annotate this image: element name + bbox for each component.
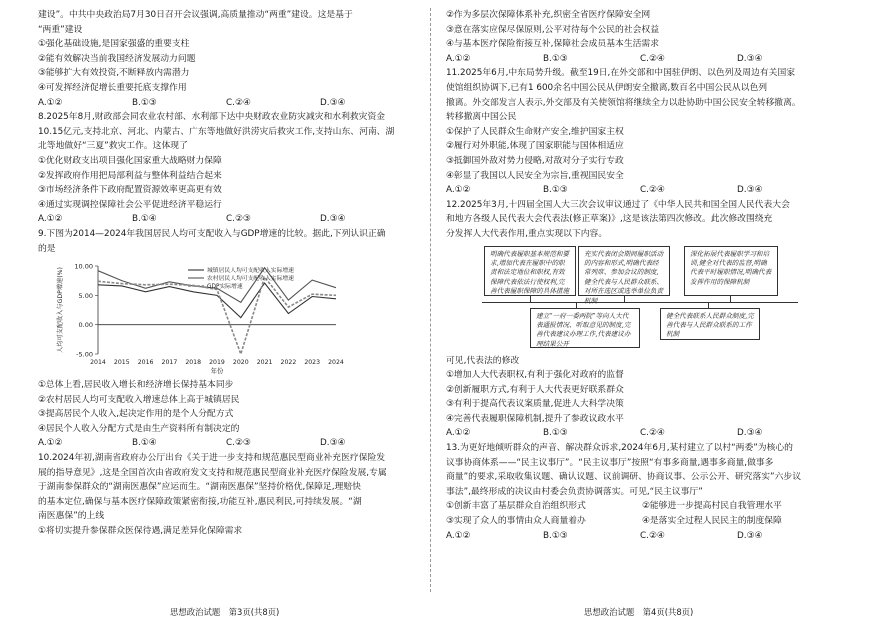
choice-b[interactable]: B.①③	[543, 428, 568, 439]
question-12-stem: 可见,代表法的修改	[446, 355, 520, 366]
question-12-line: 分发挥人大代表作用,重点实现以下内容。	[446, 228, 608, 239]
option: ①创新丰富了基层群众自治组织形式	[446, 501, 586, 512]
choice-c[interactable]: C.②④	[640, 53, 665, 64]
choice-a[interactable]: A.①②	[38, 438, 63, 449]
y-tick-label: -5.00	[76, 350, 93, 359]
y-tick-label: 10.00	[74, 262, 93, 271]
option: ③抵御国外敌对势力侵略,对敌对分子实行专政	[446, 155, 624, 166]
x-tick-label: 2015	[113, 359, 130, 367]
choice-d[interactable]: D.③④	[737, 530, 763, 541]
legend-label: 农村居民人均可支配收入实际增速	[207, 276, 294, 283]
option: ①保护了人民群众生命财产安全,维护国家主权	[446, 126, 624, 137]
question-13-line: 商量”的要求,采取收集议题、确认议题、议前调研、协商议事、公示公开、研究落实”六步议	[446, 472, 801, 483]
law-revision-diagram	[446, 244, 836, 352]
option: ④居民个人收入分配方式是由生产资料所有制决定的	[38, 423, 240, 434]
connector	[624, 296, 625, 302]
y-tick-label: 0.00	[78, 321, 93, 330]
question-8-line: 8.2025年8月,财政部会同农业农村部、水利部下达中央财政农业防灾减灾和水利救灾资金	[38, 112, 386, 123]
x-tick-label: 2023	[304, 359, 321, 367]
option: ②发挥政府作用把局部利益与整体利益结合起来	[38, 170, 222, 181]
question-9-line: 9.下图为2014—2024年我国居民人均可支配收入与GDP增速的比较。据此,下列认识正确	[38, 228, 386, 239]
choice-b[interactable]: B.①③	[543, 185, 568, 196]
choice-b[interactable]: B.①③	[543, 53, 568, 64]
choice-c[interactable]: C.②③	[226, 438, 251, 449]
right-column	[446, 8, 836, 543]
answer-choices	[38, 212, 416, 227]
question-11-line: 使馆组织协调下,已有1 600余名中国公民从伊朗安全撤离,数百名中国公民从以色列	[446, 82, 768, 93]
option: ④彰显了我国以人民安全为宗旨,重视国民安全	[446, 170, 624, 181]
question-13-line: 事法”,最终形成的决议由村委会负责协调落实。可见,“民主议事厅”	[446, 486, 703, 497]
option: ①将切实提升参保群众医保待遇,满足差异化保障需求	[38, 526, 243, 537]
choice-d[interactable]: D.③④	[737, 428, 763, 439]
x-tick-label: 2017	[161, 359, 178, 367]
question-10-line: 展的指导意见》,这是全国首次由省政府发文支持和规范惠民型商业补充医疗保险发展,专属	[38, 467, 387, 478]
option: ③意在落实应保尽保原则,公平对待每个公民的社会权益	[446, 24, 660, 35]
choice-a[interactable]: A.①②	[446, 185, 471, 196]
diagram-box-5: 健全代表联系人民群众制度,完善代表与人民群众联系的工作机制	[660, 308, 760, 340]
diagram-box-2: 充实代表闭会期间履职活动的内容和形式,明确代表经常列席、参加会议的制度,健全代表与人民群众联系、对所在选区或选举单位负责机制	[578, 246, 670, 296]
option: ④可发挥经济促增长重要托底支撑作用	[38, 82, 187, 93]
option: ①优化财政支出项目强化国家重大战略财力保障	[38, 155, 222, 166]
x-tick-label: 2016	[137, 359, 154, 367]
question-11-line: 撤离。外交部发言人表示,外交部及有关使领馆将继续全力以赴协助中国公民安全转移撤离。	[446, 97, 801, 108]
choice-c[interactable]: C.②④	[226, 97, 251, 108]
answer-choices	[446, 426, 836, 441]
option: ④是落实全过程人民民主的制度保障	[642, 516, 782, 527]
option: ①强化基础设施,是国家强盛的重要支柱	[38, 39, 190, 50]
question-11-line: 11.2025年6月,中东局势升级。截至19日,在外交部和中国驻伊朗、以色列及周边有关国家	[446, 68, 796, 79]
question-11-line: 转移撤离中国公民	[446, 112, 517, 123]
choice-b[interactable]: B.①④	[132, 214, 157, 225]
question-12-line: 12.2025年3月,十四届全国人大三次会议审议通过了《中华人民共和国全国人民代表大会	[446, 199, 790, 210]
question-13-line: 13.为更好地倾听群众的声音、解决群众诉求,2024年6月,某村建立了以村“两委”为核心的	[446, 443, 793, 454]
question-10-line: 的基本定位,确保与基本医疗保障政策紧密衔接,功能互补,惠民利民,可持续发展。“湖	[38, 496, 362, 507]
choice-d[interactable]: D.③④	[320, 214, 346, 225]
line-chart-svg	[38, 258, 416, 376]
question-10-line: 南医惠保”的上线	[38, 511, 105, 522]
option: ④完善代表履职保障机制,提升了参政议政水平	[446, 413, 624, 424]
x-tick-label: 2022	[280, 359, 297, 367]
choice-d[interactable]: D.③④	[320, 97, 346, 108]
question-12-line: 和地方各级人民代表大会代表法(修正草案)》,这是该法第四次修改。此次修改围绕充	[446, 214, 773, 225]
option: ③能够扩大有效投资,不断释放内需潜力	[38, 68, 190, 79]
option: ②农村居民人均可支配收入增速总体上高于城镇居民	[38, 394, 240, 405]
option: ③提高居民个人收入,起决定作用的是个人分配方式	[38, 409, 234, 420]
choice-d[interactable]: D.③④	[737, 53, 763, 64]
option-pair	[446, 514, 836, 529]
intro-line: 建设”。中共中央政治局7月30日召开会议强调,高质量推动“两重”建设。这是基于	[38, 10, 353, 20]
intro-line: “两重”建设	[38, 24, 83, 35]
page-footer-right: 思想政治试题 第4页(共8页)	[584, 607, 694, 617]
choice-d[interactable]: D.③④	[737, 185, 763, 196]
x-axis-label: 年份	[210, 367, 224, 376]
question-9-line: 的是	[38, 243, 56, 254]
answer-choices	[446, 52, 836, 67]
option: ④与基本医疗保险衔接互补,保障社会成员基本生活需求	[446, 39, 660, 50]
option: ③市场经济条件下政府配置资源效率更高更有效	[38, 185, 222, 196]
choice-a[interactable]: A.①②	[446, 53, 471, 64]
connector	[530, 296, 531, 302]
x-tick-label: 2020	[232, 359, 249, 367]
choice-a[interactable]: A.①②	[38, 214, 63, 225]
diagram-box-1: 明确代表履职基本规范和要求,增加代表在履职中的职责和法定地位和职权,有效保障代表依法行使权利,完善代表履职保障的具体措施	[484, 246, 576, 296]
choice-a[interactable]: A.①②	[446, 428, 471, 439]
choice-a[interactable]: A.①②	[38, 97, 63, 108]
connector	[730, 296, 731, 302]
option: ③实现了众人的事情由众人商量着办	[446, 516, 586, 527]
choice-c[interactable]: C.②④	[640, 530, 665, 541]
answer-choices	[38, 436, 416, 451]
question-13-line: 议事协商体系——“民主议事厅”。“民主议事厅”按照“有事多商量,遇事多商量,做事多	[446, 457, 774, 468]
legend-label: GDP实际增速	[207, 284, 243, 291]
question-8-line: 北等地做好“三夏”救灾工作。这体现了	[38, 141, 188, 152]
option: ①总体上看,居民收入增长和经济增长保持基本同步	[38, 380, 234, 391]
diagram-box-3: 深化拓展代表履职学习和培训,健全对代表的监督,明确代表平时履职情况,明确代表发挥作用的保障机制	[684, 246, 778, 296]
x-tick-label: 2018	[185, 359, 202, 367]
option: ③有利于提高代表议案质量,促进人大科学决策	[446, 399, 624, 410]
choice-b[interactable]: B.①③	[543, 530, 568, 541]
column-divider	[430, 8, 431, 592]
diagram-box-4: 建立“一府一委两院”等向人大代表通报情况、听取意见的制度,完善代表建议办理工作,代表建议办理结果公开	[530, 308, 640, 348]
left-column	[38, 8, 416, 539]
choice-a[interactable]: A.①②	[446, 530, 471, 541]
choice-c[interactable]: C.②③	[226, 214, 251, 225]
question-8-line: 10.15亿元,支持北京、河北、内蒙古、广东等地做好洪涝灾后救灾工作,支持山东、河南、湖	[38, 126, 395, 137]
income-gdp-chart	[38, 258, 416, 376]
page-footer-left: 思想政治试题 第3页(共8页)	[170, 607, 280, 617]
x-tick-label: 2019	[209, 359, 225, 367]
legend-label: 城镇居民人均可支配收入实际增速	[207, 268, 294, 275]
x-tick-label: 2021	[256, 359, 273, 367]
answer-choices	[446, 183, 836, 198]
answer-choices	[446, 529, 836, 544]
choice-d[interactable]: D.③④	[320, 438, 346, 449]
choice-c[interactable]: C.②④	[640, 185, 665, 196]
x-tick-label: 2014	[90, 359, 106, 367]
option: ①增加人大代表职权,有利于强化对政府的监督	[446, 370, 624, 381]
answer-choices	[38, 96, 416, 111]
option-pair	[446, 499, 836, 514]
option: ②能够进一步提高村民自我管理水平	[642, 501, 782, 512]
option: ②能有效解决当前我国经济发展动力问题	[38, 53, 196, 64]
choice-b[interactable]: B.①③	[132, 97, 157, 108]
y-tick-label: 5.00	[78, 291, 93, 300]
timeline-arrow	[482, 302, 798, 303]
choice-b[interactable]: B.①④	[132, 438, 157, 449]
y-axis-label: 人均可支配收入与GDP增速(%)	[57, 267, 64, 354]
x-tick-label: 2024	[328, 359, 344, 367]
question-10-line: 于湖南参保群众的“湖南医惠保”应运而生。“湖南医惠保”坚持价格优,保障足,理赔快	[38, 482, 361, 493]
choice-c[interactable]: C.②④	[640, 428, 665, 439]
option: ④通过实现调控保障社会公平促进经济平稳运行	[38, 199, 222, 210]
option: ②作为多层次保障体系补充,织密全省医疗保障安全网	[446, 10, 651, 20]
question-10-line: 10.2024年初,湖南省政府办公厅出台《关于进一步支持和规范惠民型商业补充医疗保险发	[38, 453, 386, 464]
option: ②创新履职方式,有利于人大代表更好联系群众	[446, 384, 624, 395]
option: ②履行对外职能,体现了国家职能与国体相适应	[446, 141, 624, 152]
